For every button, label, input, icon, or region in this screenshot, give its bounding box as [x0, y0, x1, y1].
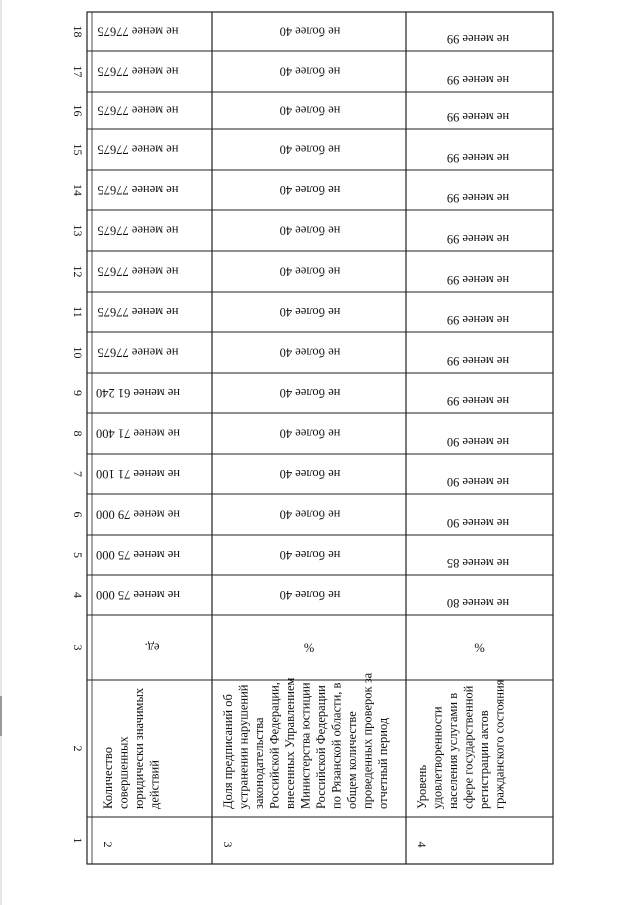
column-number: 10 [71, 346, 85, 359]
value-cell: не менее 99 [446, 73, 510, 87]
value-cell: не менее 75 000 [95, 548, 181, 562]
value-cell: не менее 77675 [97, 64, 179, 79]
row-number: 3 [221, 841, 235, 848]
column-number: 1 [71, 837, 85, 844]
value-cell: не менее 99 [446, 191, 510, 205]
value-cell: не менее 80 [446, 596, 510, 610]
value-cell: не менее 77675 [97, 103, 179, 118]
value-cell: не менее 85 [446, 556, 510, 570]
column-number: 12 [71, 265, 85, 278]
value-cell: не менее 79 000 [95, 507, 181, 522]
value-cell: не менее 99 [446, 313, 510, 327]
value-cell: не менее 77675 [97, 24, 179, 39]
value-cell: не более 40 [279, 24, 341, 39]
value-cell: не менее 77675 [97, 223, 179, 238]
column-number: 4 [71, 592, 85, 598]
column-number: 16 [71, 104, 85, 117]
column-number: 15 [71, 143, 85, 156]
unit-cell: % [303, 640, 315, 655]
value-cell: не менее 99 [446, 32, 510, 46]
indicator-name-line: Российской Федерации, [267, 682, 282, 809]
table-cells [71, 25, 509, 848]
value-cell: не менее 61 240 [95, 386, 181, 400]
unit-cell: % [474, 640, 485, 655]
value-cell: не более 40 [279, 183, 341, 197]
value-cell: не менее 77675 [97, 183, 179, 197]
indicator-name-line: внесенных Управлением [283, 677, 297, 809]
value-cell: не менее 77675 [97, 264, 179, 279]
indicator-name-line: действий [147, 760, 162, 809]
indicator-name-line: Доля предписаний об [221, 694, 235, 809]
value-cell: не более 40 [279, 345, 341, 360]
column-number: 2 [71, 745, 85, 752]
column-number: 11 [71, 306, 85, 318]
indicator-name-line: по Рязанской области, в [329, 682, 344, 809]
row-number: 2 [101, 841, 115, 848]
column-number: 13 [71, 224, 85, 237]
indicator-name-line: проведенных проверок за [360, 672, 375, 809]
indicator-name-line: совершенных [116, 736, 131, 809]
value-cell: не менее 99 [446, 273, 510, 287]
column-number: 14 [71, 184, 85, 196]
value-cell: не менее 71 400 [95, 426, 181, 441]
column-number: 5 [71, 552, 85, 558]
indicator-name-line: юридически значимых [132, 687, 146, 809]
indicator-name-line: законодательства [252, 717, 266, 809]
value-cell: не более 40 [279, 223, 341, 238]
indicator-name-line: регистрации актов [477, 710, 491, 809]
column-number: 6 [71, 511, 85, 518]
value-cell: не более 40 [279, 467, 341, 481]
value-cell: не менее 99 [446, 151, 510, 165]
value-cell: не более 40 [279, 64, 341, 79]
indicator-name-line: Российской Федерации [314, 685, 328, 809]
value-cell: не более 40 [279, 588, 341, 602]
column-number: 7 [71, 471, 85, 477]
indicator-name-line: населения услугами в [446, 692, 460, 809]
value-cell: не менее 99 [446, 354, 510, 368]
value-cell: не более 40 [279, 142, 341, 157]
value-cell: не менее 90 [446, 516, 510, 530]
unit-cell: ед. [144, 640, 160, 655]
value-cell: не менее 99 [446, 394, 510, 408]
value-cell: не менее 90 [446, 435, 510, 449]
indicator-name-line: Министерства юстиции [298, 682, 313, 809]
value-cell: не менее 77675 [97, 345, 179, 360]
value-cell: не более 40 [279, 548, 341, 562]
value-cell: не более 40 [279, 426, 341, 441]
indicator-name-line: Уровень [415, 764, 429, 809]
indicator-name-line: общем количестве [345, 711, 359, 809]
indicator-name-line: сфере государственной [461, 685, 476, 809]
indicator-name-line: гражданского состояния [492, 679, 507, 809]
column-number: 17 [71, 65, 85, 78]
indicator-name-line: Количество [101, 747, 115, 809]
value-cell: не менее 90 [446, 475, 510, 489]
value-cell: не менее 75 000 [95, 588, 181, 602]
value-cell: не менее 77675 [97, 305, 179, 319]
value-cell: не менее 99 [446, 232, 510, 246]
value-cell: не более 40 [279, 305, 341, 319]
indicator-name-line: удовлетворенности [430, 706, 445, 809]
value-cell: не более 40 [279, 507, 341, 522]
value-cell: не более 40 [279, 386, 341, 400]
value-cell: не менее 99 [446, 110, 510, 124]
value-cell: не менее 77675 [97, 142, 179, 157]
column-number: 3 [71, 644, 85, 651]
column-number: 18 [71, 25, 85, 38]
row-number: 4 [415, 841, 429, 848]
value-cell: не менее 71 100 [95, 467, 181, 481]
column-number: 9 [71, 390, 85, 396]
value-cell: не более 40 [279, 264, 341, 279]
value-cell: не более 40 [279, 103, 341, 118]
column-number: 8 [71, 430, 85, 437]
indicator-name-line: устранении нарушений [236, 684, 251, 809]
indicator-name-line: отчетный период [376, 717, 390, 809]
